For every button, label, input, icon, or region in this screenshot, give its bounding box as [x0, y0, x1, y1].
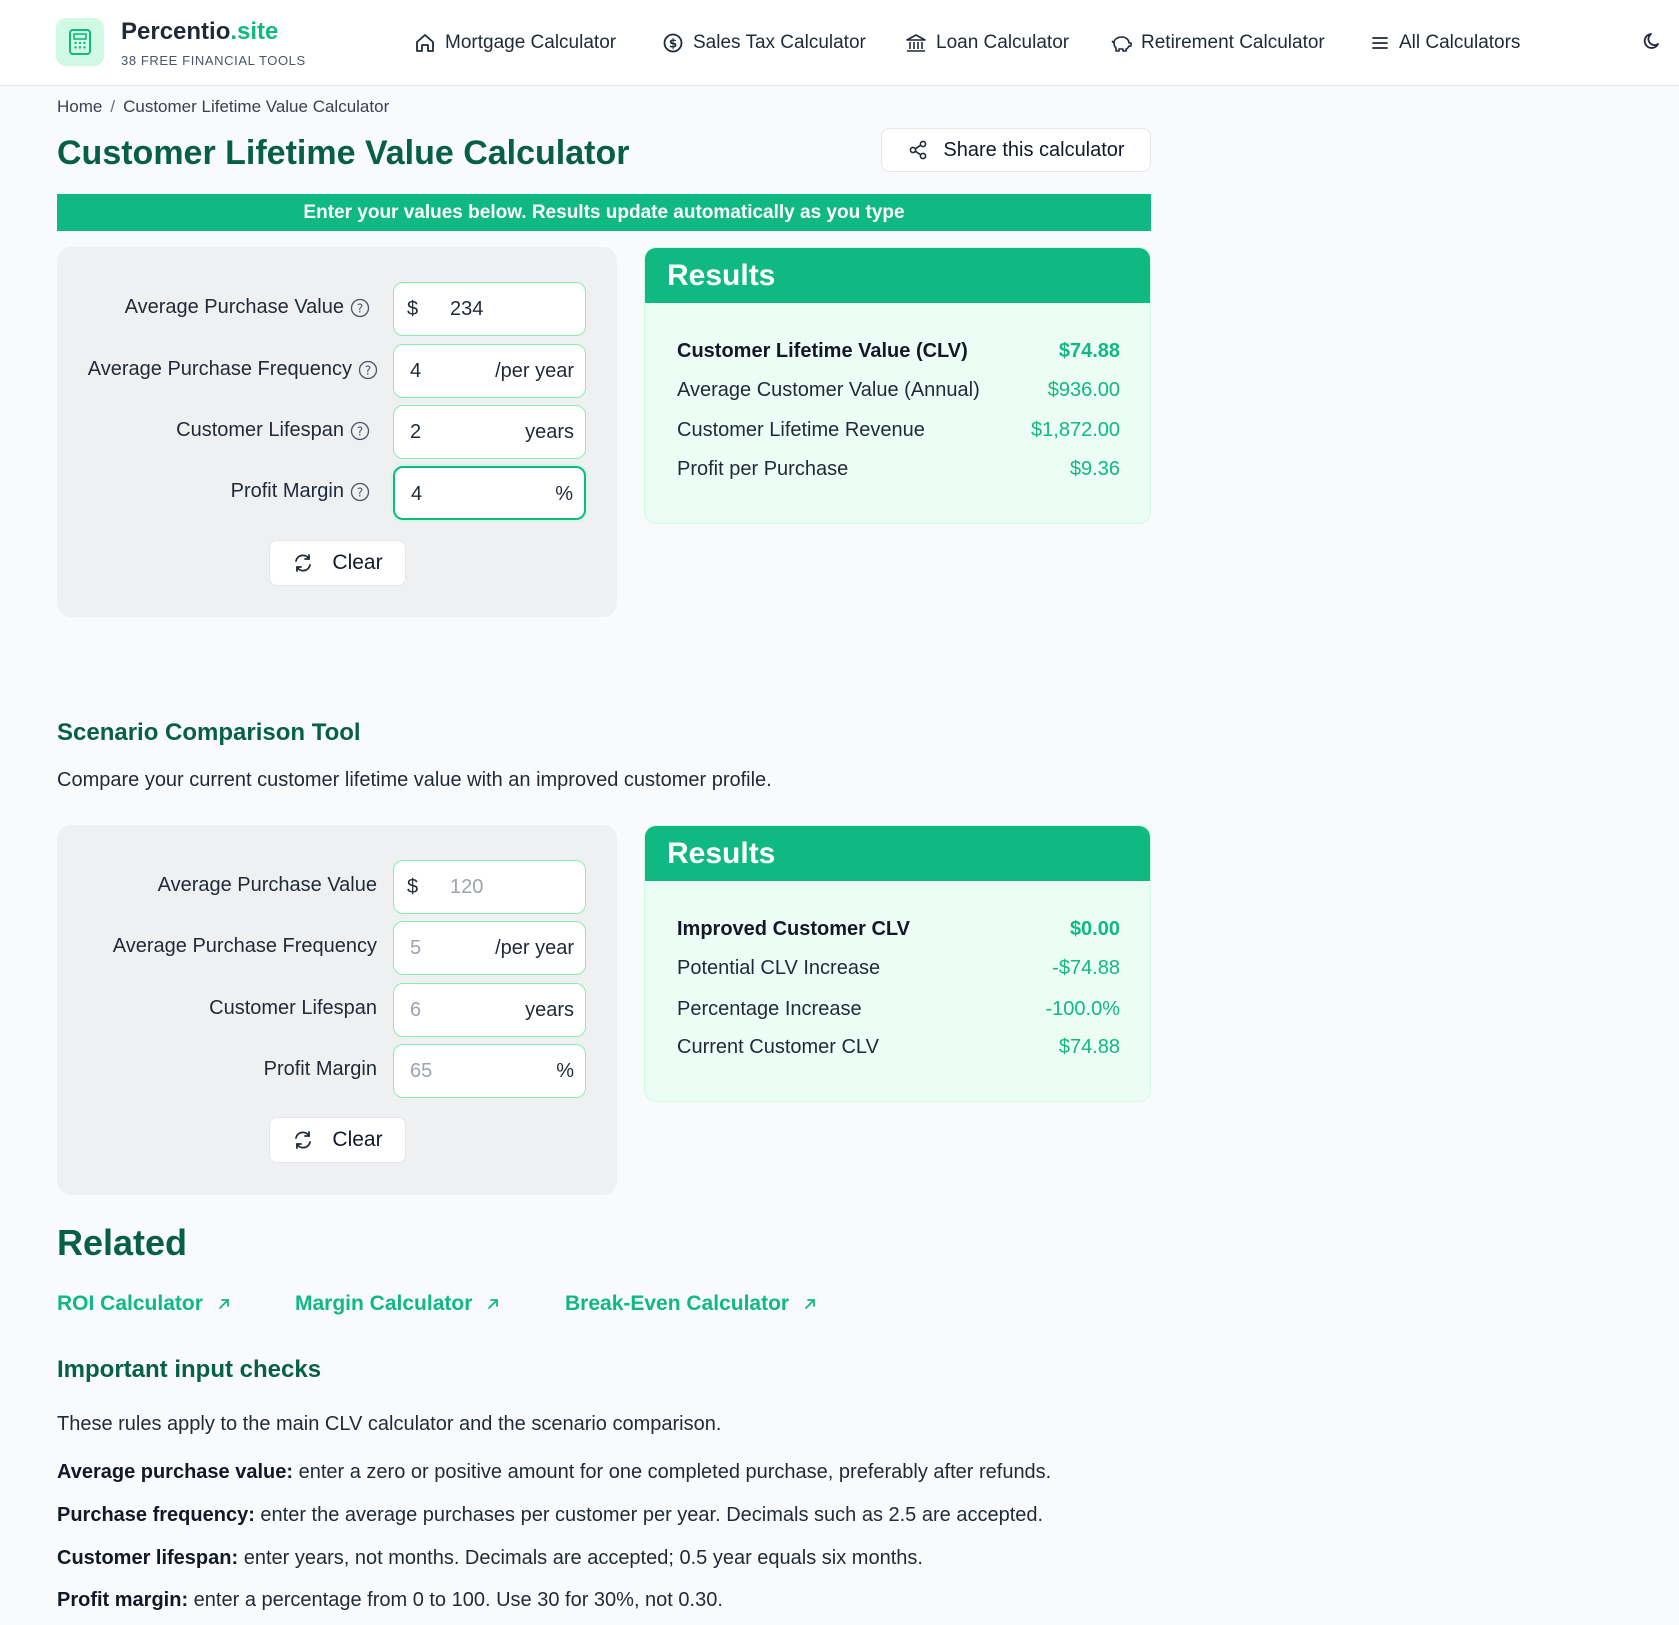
piggy-bank-icon [1110, 32, 1132, 54]
average-purchase-value-input[interactable]: $ 234 [393, 282, 586, 336]
check-item-frequency: Purchase frequency: enter the average purchases per customer per year. Decimals such as 2.5 are accepted. [57, 1504, 1044, 1526]
help-icon[interactable] [350, 482, 370, 502]
related-link-margin[interactable]: Margin Calculator [295, 1292, 500, 1316]
input-row-average-purchase-frequency [57, 344, 617, 398]
scenario-result-clv-increase: Potential CLV Increase -$74.88 [677, 957, 1120, 979]
field-label: Average Purchase Value [157, 874, 377, 896]
result-row-annual-value: Average Customer Value (Annual) $936.00 [677, 379, 1120, 401]
scenario-input-panel [57, 825, 617, 1195]
result-row-clv: Customer Lifetime Value (CLV) $74.88 [677, 340, 1120, 362]
breadcrumb-home[interactable]: Home [57, 97, 103, 116]
svg-text:?: ? [356, 485, 364, 499]
field-label: Profit Margin [263, 1058, 377, 1080]
menu-icon [1370, 33, 1390, 53]
input-checks-title: Important input checks [57, 1356, 322, 1383]
moon-icon [1642, 30, 1664, 52]
scenario-row-profit-margin [57, 1044, 617, 1098]
scenario-row-average-purchase-frequency [57, 921, 617, 975]
share-icon [907, 139, 929, 161]
scenario-results-panel [644, 825, 1151, 1102]
refresh-icon [292, 1129, 314, 1151]
scenario-result-improved-clv: Improved Customer CLV $0.00 [677, 918, 1120, 940]
scenario-average-purchase-frequency-input[interactable]: 5 /per year [393, 921, 586, 975]
arrow-up-right-icon [803, 1297, 817, 1311]
input-checks-intro: These rules apply to the main CLV calculator and the scenario comparison. [57, 1413, 722, 1435]
home-icon [414, 32, 436, 54]
related-link-break-even[interactable]: Break-Even Calculator [565, 1292, 817, 1316]
related-link-roi[interactable]: ROI Calculator [57, 1292, 231, 1316]
help-icon[interactable] [350, 298, 370, 318]
calculator-input-panel [57, 247, 617, 617]
nav-all-calculators[interactable]: All Calculators [1370, 30, 1520, 56]
scenario-title: Scenario Comparison Tool [57, 719, 361, 746]
brand-name[interactable]: Percentio.site [121, 18, 279, 45]
result-row-profit-per-purchase: Profit per Purchase $9.36 [677, 458, 1120, 480]
field-label: Customer Lifespan [209, 997, 377, 1019]
clear-button[interactable]: Clear [269, 540, 406, 586]
bank-icon [905, 32, 927, 54]
scenario-profit-margin-input[interactable]: 65 % [393, 1044, 586, 1098]
svg-text:?: ? [356, 301, 364, 315]
input-row-average-purchase-value [57, 282, 617, 336]
scenario-description: Compare your current customer lifetime value with an improved customer profile. [57, 769, 772, 791]
breadcrumb-separator: / [110, 97, 116, 116]
scenario-clear-button[interactable]: Clear [269, 1117, 406, 1163]
svg-text:?: ? [356, 424, 364, 438]
check-item-lifespan: Customer lifespan: enter years, not months. Decimals are accepted; 0.5 year equals six months. [57, 1547, 923, 1569]
related-title: Related [57, 1222, 188, 1263]
field-label: Average Purchase Value [124, 296, 344, 318]
dollar-circle-icon [662, 32, 684, 54]
result-row-lifetime-revenue: Customer Lifetime Revenue $1,872.00 [677, 419, 1120, 441]
scenario-results-title: Results [645, 826, 1150, 881]
field-label: Customer Lifespan [176, 419, 344, 441]
results-title: Results [645, 248, 1150, 303]
average-purchase-frequency-input[interactable]: 4 /per year [393, 344, 586, 398]
arrow-up-right-icon [217, 1297, 231, 1311]
svg-text:$: $ [668, 36, 678, 51]
scenario-result-current-clv: Current Customer CLV $74.88 [677, 1036, 1120, 1058]
field-label: Profit Margin [230, 480, 344, 502]
field-label: Average Purchase Frequency [87, 358, 352, 380]
profit-margin-input[interactable]: 4 % [393, 466, 586, 520]
brand-tagline: 38 FREE FINANCIAL TOOLS [121, 53, 306, 68]
theme-toggle-button[interactable] [1642, 30, 1664, 57]
site-header [0, 0, 1679, 86]
scenario-result-percentage-increase: Percentage Increase -100.0% [677, 998, 1120, 1020]
breadcrumb-current: Customer Lifetime Value Calculator [123, 97, 390, 116]
nav-mortgage-calculator[interactable]: Mortgage Calculator [414, 30, 616, 56]
field-label: Average Purchase Frequency [112, 935, 377, 957]
instruction-banner: Enter your values below. Results update automatically as you type [57, 194, 1151, 231]
customer-lifespan-input[interactable]: 2 years [393, 405, 586, 459]
input-row-profit-margin [57, 466, 617, 520]
breadcrumb [57, 97, 389, 117]
arrow-up-right-icon [486, 1297, 500, 1311]
check-item-profit-margin: Profit margin: enter a percentage from 0 to 100. Use 30 for 30%, not 0.30. [57, 1589, 723, 1611]
share-button[interactable]: Share this calculator [881, 128, 1151, 172]
nav-loan-calculator[interactable]: Loan Calculator [905, 30, 1069, 56]
scenario-row-customer-lifespan [57, 983, 617, 1037]
scenario-customer-lifespan-input[interactable]: 6 years [393, 983, 586, 1037]
check-item-purchase-value: Average purchase value: enter a zero or positive amount for one completed purchase, preferably after refunds. [57, 1461, 1052, 1483]
nav-retirement-calculator[interactable]: Retirement Calculator [1110, 30, 1325, 56]
calculator-logo-icon[interactable] [56, 18, 104, 66]
help-icon[interactable] [350, 421, 370, 441]
scenario-row-average-purchase-value [57, 860, 617, 914]
page-title: Customer Lifetime Value Calculator [57, 134, 630, 172]
help-icon[interactable] [358, 360, 378, 380]
refresh-icon [292, 552, 314, 574]
nav-sales-tax-calculator[interactable]: $ Sales Tax Calculator [662, 30, 866, 56]
results-panel [644, 247, 1151, 524]
scenario-average-purchase-value-input[interactable]: $ 120 [393, 860, 586, 914]
input-row-customer-lifespan [57, 405, 617, 459]
svg-text:?: ? [364, 363, 372, 377]
